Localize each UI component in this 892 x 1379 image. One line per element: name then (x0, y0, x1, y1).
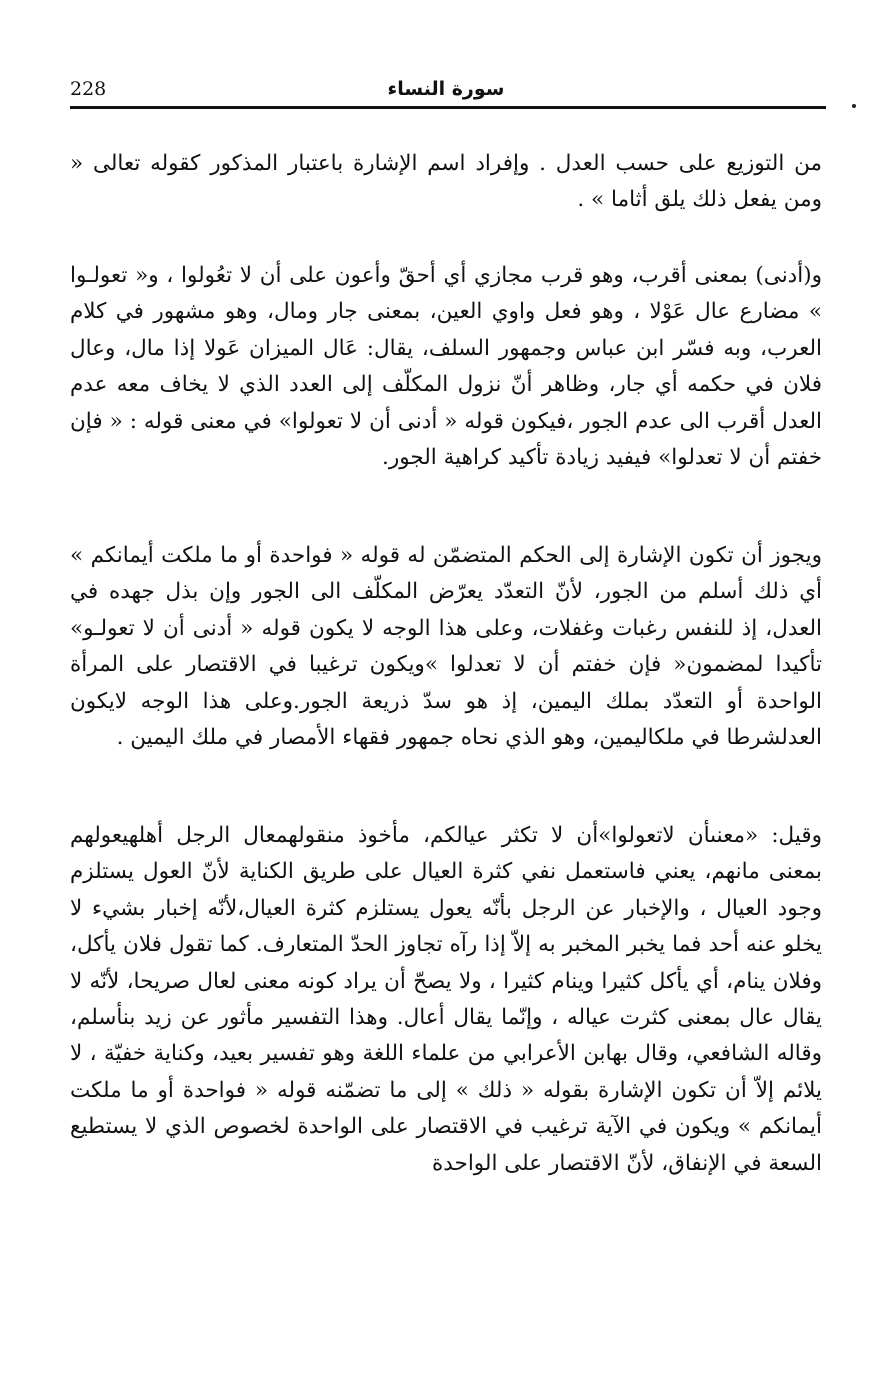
page-number: 228 (70, 78, 107, 100)
paragraph-text: ويجوز أن تكون الإشارة إلى الحكم المتضمّن له قوله « فواحدة أو ما ملكت أيمانكم » أي ذلك أسلم من الجور، لأنّ التعدّد يعرّض المكلّف الى الجور وإن بذل جهده في العدل، إذ للنفس رغبات وغفلات، وعلى هذا الوجه لا يكون قوله « أدنى أن لا تعولـو» تأكيدا لمضمون« فإن خفتم أن لا تعدلوا »ويكون ترغيبا في الاقتصار على المرأة الواحدة أو التعدّد بملك اليمين، إذ هو سدّ ذريعة الجور.وعلى هذا الوجه لايكون العدلشرطا في ملكاليمين، وهو الذي نحاه جمهور فقهاء الأمصار في ملك اليمين . (70, 543, 822, 751)
margin-dot (852, 104, 856, 108)
paragraph-2 (70, 258, 822, 476)
paragraph-1 (70, 146, 822, 219)
paragraph-4 (70, 818, 822, 1182)
running-title: سورة النساء (387, 78, 505, 100)
paragraph-3 (70, 538, 822, 756)
header-rule (70, 106, 826, 109)
paragraph-text: وقيل: «معنىأن لاتعولوا»أن لا تكثر عيالكم، مأخوذ منقولهمعال الرجل أهلهيعولهم بمعنى مانهم، يعني فاستعمل نفي كثرة العيال على طريق الكناية لأنّ العول يستلزم وجود العيال ، والإخبار عن الرجل بأنّه يعول يستلزم كثرة العيال،لأنّه إخبار بشيء لا يخلو عنه أحد فما يخبر المخبر به إلاّ إذا رآه تجاوز الحدّ المتعارف. كما تقول فلان يأكل، وفلان ينام، أي يأكل كثيرا وينام كثيرا ، ولا يصحّ أن يراد كونه معنى لعال صريحا، لأنّه لا يقال عال بمعنى كثرت عياله ، وإنّما يقال أعال. وهذا التفسير مأثور عن زيد بنأسلم، وقاله الشافعي، وقال بهابن الأعرابي من علماء اللغة وهو تفسير بعيد، وكناية خفيّة ، لا يلائم إلاّ أن تكون الإشارة بقوله « ذلك » إلى ما تضمّنه قوله « فواحدة أو ما ملكت أيمانكم » ويكون في الآية ترغيب في الاقتصار على الواحدة لخصوص الذي لا يستطيع السعة في الإنفاق، لأنّ الاقتصار على الواحدة (70, 823, 822, 1176)
paragraph-text: و(أدنى) بمعنى أقرب، وهو قرب مجازي أي أحقّ وأعون على أن لا تعُولوا ، و« تعولـوا » مضارع عال عَوْلا ، وهو فعل واوي العين، بمعنى جار ومال، وهو مشهور في كلام العرب، وبه فسّر ابن عباس وجمهور السلف، يقال: عَال الميزان عَولا إذا مال، وعال فلان في حكمه أي جار، وظاهر أنّ نزول المكلّف إلى العدد الذي لا يخاف معه عدم العدل أقرب الى عدم الجور ،فيكون قوله « أدنى أن لا تعولوا» في معنى قوله : « فإن خفتم أن لا تعدلوا» فيفيد زيادة تأكيد كراهية الجور. (70, 263, 822, 471)
page-header (70, 78, 822, 104)
paragraph-text: من التوزيع على حسب العدل . وإفراد اسم الإشارة باعتبار المذكور كقوله تعالى « ومن يفعل ذلك يلق أثاما » . (70, 151, 822, 213)
